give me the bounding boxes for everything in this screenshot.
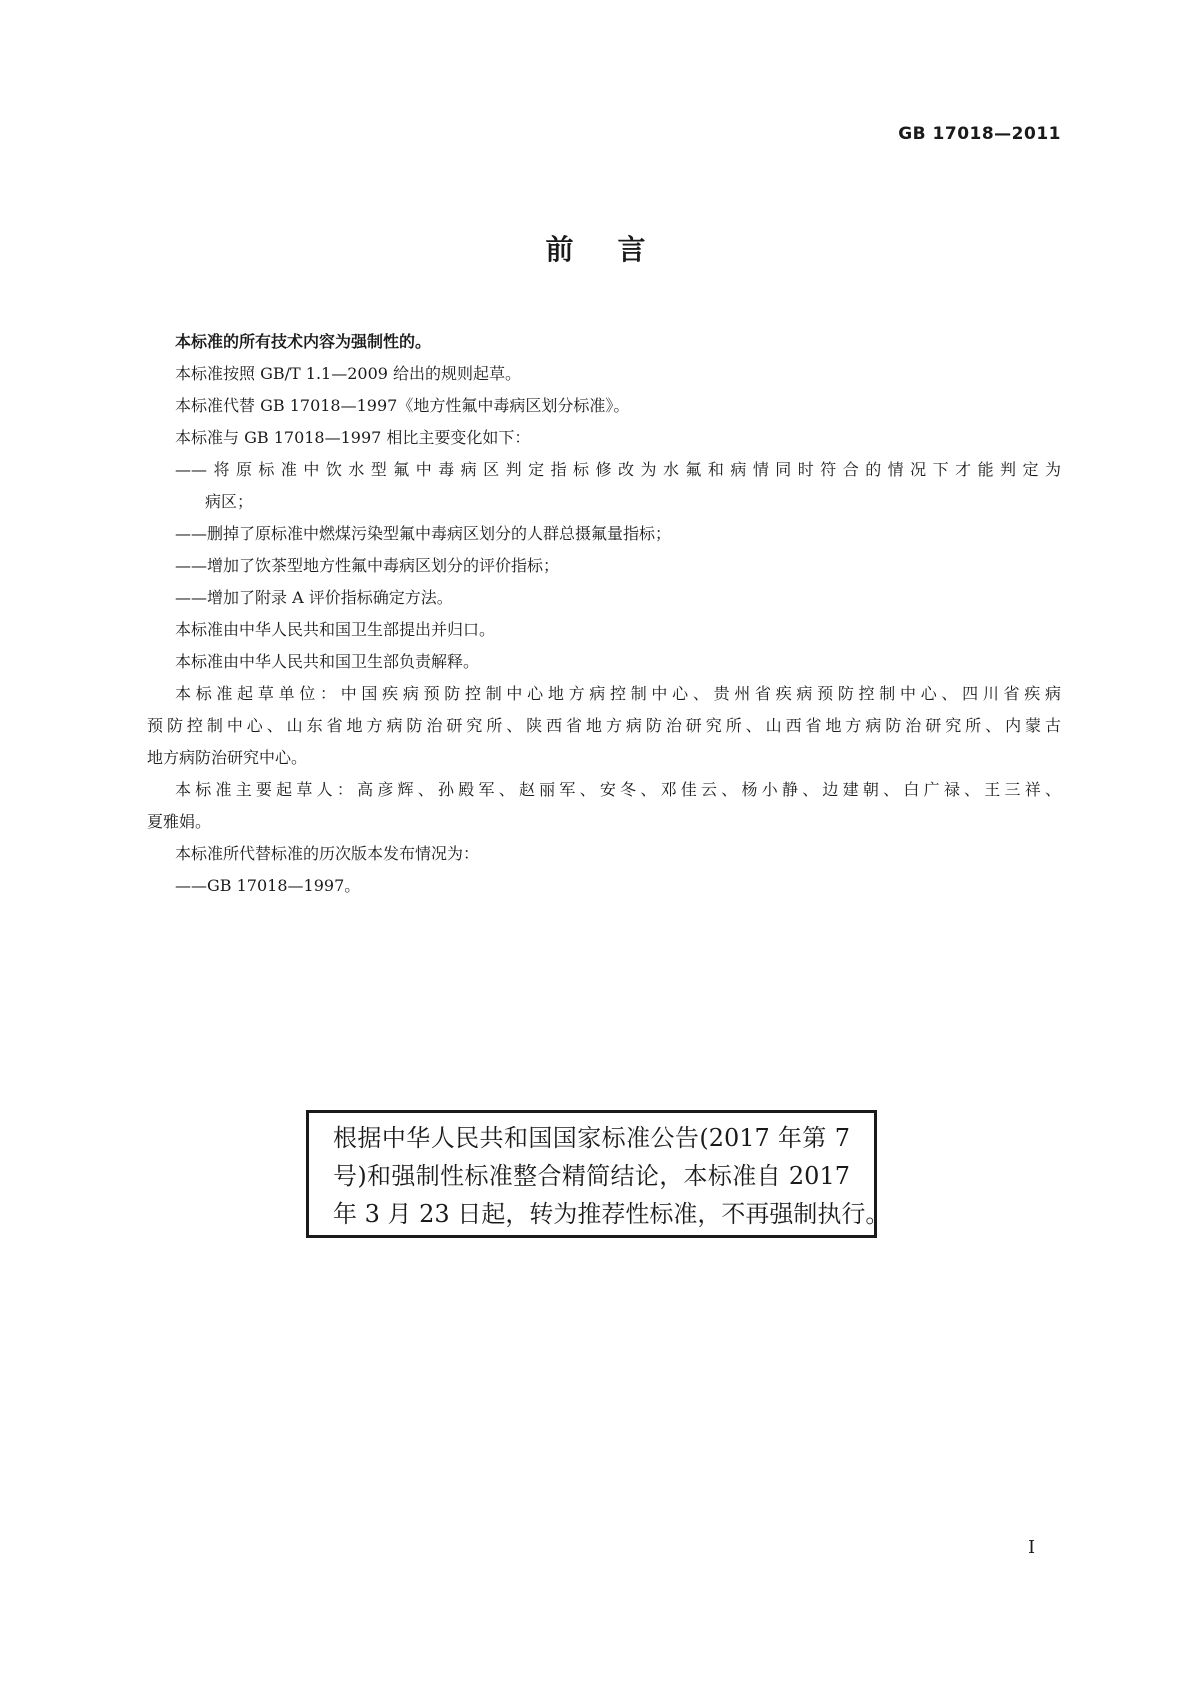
paragraph-previous-editions: 本标准所代替标准的历次版本发布情况为： [175, 844, 480, 863]
change-item-4: ——增加了附录 A 评价指标确定方法。 [175, 588, 453, 607]
notice-line-3: 年 3 月 23 日起，转为推荐性标准，不再强制执行。 [333, 1200, 890, 1228]
drafting-units-line-3: 地方病防治研究中心。 [147, 748, 308, 767]
drafting-units-line-2: 预防控制中心、山东省地方病防治研究所、陕西省地方病防治研究所、山西省地方病防治研究所、内蒙古 [147, 716, 1061, 735]
paragraph-changes-intro: 本标准与 GB 17018—1997 相比主要变化如下： [175, 428, 531, 447]
paragraph-mandatory: 本标准的所有技术内容为强制性的。 [175, 332, 432, 351]
paragraph-interpretation: 本标准由中华人民共和国卫生部负责解释。 [175, 652, 480, 671]
drafters-line-2: 夏雅娟。 [147, 812, 212, 831]
page-number: I [1028, 1537, 1036, 1558]
change-item-3: ——增加了饮茶型地方性氟中毒病区划分的评价指标； [175, 556, 560, 575]
page-title: 前言 [545, 233, 690, 266]
change-item-1-cont: 病区； [205, 492, 254, 511]
paragraph-proposed-by: 本标准由中华人民共和国卫生部提出并归口。 [175, 620, 496, 639]
notice-line-2: 号)和强制性标准整合精简结论，本标准自 2017 [333, 1162, 850, 1190]
foreword-body [147, 326, 1061, 902]
change-item-2: ——删掉了原标准中燃煤污染型氟中毒病区划分的人群总摄氟量指标； [175, 524, 672, 543]
notice-line-1: 根据中华人民共和国国家标准公告(2017 年第 7 [333, 1124, 850, 1152]
drafting-units-line-1: 本标准起草单位：中国疾病预防控制中心地方病控制中心、贵州省疾病预防控制中心、四川省疾病 [175, 684, 1061, 703]
paragraph-replaces: 本标准代替 GB 17018—1997《地方性氟中毒病区划分标准》。 [175, 396, 630, 415]
previous-edition-item: ——GB 17018—1997。 [175, 876, 361, 895]
document-code: GB 17018—2011 [898, 124, 1061, 144]
change-item-1: ——将原标准中饮水型氟中毒病区判定指标修改为水氟和病情同时符合的情况下才能判定为 [175, 460, 1061, 479]
drafters-line-1: 本标准主要起草人：高彦辉、孙殿军、赵丽军、安冬、邓佳云、杨小静、边建朝、白广禄、王三祥、 [175, 780, 1061, 799]
paragraph-drafting-rules: 本标准按照 GB/T 1.1—2009 给出的规则起草。 [175, 364, 522, 383]
notice-box [306, 1110, 890, 1238]
